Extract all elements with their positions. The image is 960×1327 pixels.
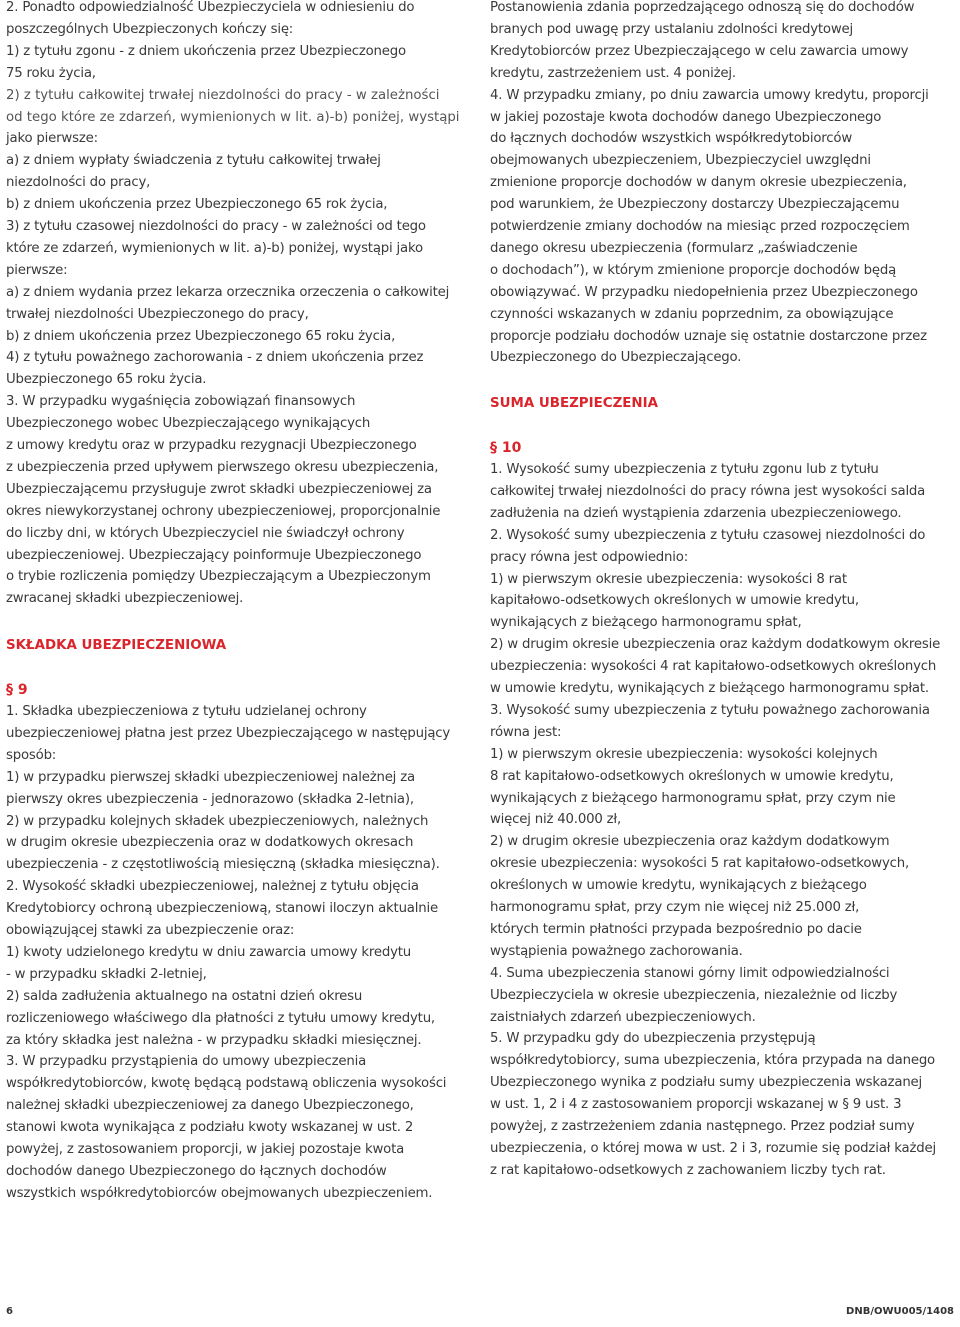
document-code: DNB/OWU005/1408 bbox=[846, 1306, 954, 1317]
paragraph-line: pod warunkiem, że Ubezpieczony dostarczy Ubezpieczającemu bbox=[490, 197, 900, 212]
paragraph-line: b) z dniem ukończenia przez Ubezpieczonego 65 roku życia, bbox=[6, 329, 396, 344]
paragraph-line: Postanowienia zdania poprzedzającego odnoszą się do dochodów bbox=[490, 0, 915, 15]
paragraph-line: 3) z tytułu czasowej niezdolności do pracy - w zależności od tego bbox=[6, 219, 426, 234]
paragraph-line: kredytu, zastrzeżeniem ust. 4 poniżej. bbox=[490, 66, 736, 81]
paragraph-line: zwracanej składki ubezpieczeniowej. bbox=[6, 591, 244, 606]
paragraph-line: ubezpieczenia, o której mowa w ust. 2 i 3, rozumie się podział każdej bbox=[490, 1141, 936, 1156]
paragraph-line: sposób: bbox=[6, 748, 57, 763]
section-number: § 10 bbox=[490, 440, 522, 456]
paragraph-line: 2) z tytułu całkowitej trwałej niezdolności do pracy - w zależności bbox=[6, 88, 440, 103]
paragraph-line: Ubezpieczonego do Ubezpieczającego. bbox=[490, 350, 742, 365]
paragraph-line: stanowi kwota wynikająca z podziału kwoty wskazanej w ust. 2 bbox=[6, 1120, 414, 1135]
paragraph-line: Ubezpieczyciela w okresie ubezpieczenia, niezależnie od liczby bbox=[490, 988, 898, 1003]
paragraph-line: wystąpienia poważnego zachorowania. bbox=[490, 944, 743, 959]
paragraph-line: okresie ubezpieczenia: wysokości 5 rat kapitałowo-odsetkowych, bbox=[490, 856, 909, 871]
paragraph-line: z ubezpieczenia przed upływem pierwszego okresu ubezpieczenia, bbox=[6, 460, 439, 475]
paragraph-line: branych pod uwagę przy ustalaniu zdolności kredytowej bbox=[490, 22, 854, 37]
paragraph-line: poszczególnych Ubezpieczonych kończy się: bbox=[6, 22, 294, 37]
paragraph-line: ubezpieczeniowej. Ubezpieczający poinformuje Ubezpieczonego bbox=[6, 548, 422, 563]
section-heading: SKŁADKA UBEZPIECZENIOWA bbox=[6, 638, 227, 653]
paragraph-line: czynności wskazanych w zdaniu poprzednim, za obowiązujące bbox=[490, 307, 894, 322]
paragraph-line: kapitałowo-odsetkowych określonych w umowie kredytu, bbox=[490, 593, 859, 608]
paragraph-line: z umowy kredytu oraz w przypadku rezygnacji Ubezpieczonego bbox=[6, 438, 417, 453]
paragraph-line: powyżej, z zastosowaniem proporcji, w jakiej pozostaje kwota bbox=[6, 1142, 405, 1157]
paragraph-line: całkowitej trwałej niezdolności do pracy równa jest wysokości salda bbox=[490, 484, 926, 499]
paragraph-line: 1) z tytułu zgonu - z dniem ukończenia przez Ubezpieczonego bbox=[6, 44, 406, 59]
paragraph-line: 5. W przypadku gdy do ubezpieczenia przystępują bbox=[490, 1031, 816, 1046]
paragraph-line: za który składka jest należna - w przypadku składki miesięcznej. bbox=[6, 1033, 422, 1048]
paragraph-line: jako pierwsze: bbox=[6, 131, 98, 146]
paragraph-line: ubezpieczeniowej płatna jest przez Ubezpieczającego w następujący bbox=[6, 726, 451, 741]
paragraph-line: równa jest: bbox=[490, 725, 562, 740]
paragraph-line: Kredytobiorcy ochroną ubezpieczeniową, stanowi iloczyn aktualnie bbox=[6, 901, 438, 916]
paragraph-line: 1) w pierwszym okresie ubezpieczenia: wysokości 8 rat bbox=[490, 572, 847, 587]
paragraph-line: 1) w przypadku pierwszej składki ubezpieczeniowej należnej za bbox=[6, 770, 415, 785]
paragraph-line: pierwsze: bbox=[6, 263, 68, 278]
paragraph-line: b) z dniem ukończenia przez Ubezpieczonego 65 rok życia, bbox=[6, 197, 388, 212]
paragraph-line: 4. W przypadku zmiany, po dniu zawarcia umowy kredytu, proporcji bbox=[490, 88, 929, 103]
paragraph-line: do liczby dni, w których Ubezpieczyciel nie świadczył ochrony bbox=[6, 526, 405, 541]
paragraph-line: pracy równa jest odpowiednio: bbox=[490, 550, 688, 565]
paragraph-line: Ubezpieczającemu przysługuje zwrot składki ubezpieczeniowej za bbox=[6, 482, 432, 497]
paragraph-line: 2. Wysokość składki ubezpieczeniowej, należnej z tytułu objęcia bbox=[6, 879, 419, 894]
paragraph-line: w umowie kredytu, wynikających z bieżącego harmonogramu spłat. bbox=[490, 681, 929, 696]
paragraph-line: z rat kapitałowo-odsetkowych z zachowaniem liczby tych rat. bbox=[490, 1163, 886, 1178]
paragraph-line: dochodów danego Ubezpieczonego do łącznych dochodów bbox=[6, 1164, 387, 1179]
paragraph-line: trwałej niezdolności Ubezpieczonego do pracy, bbox=[6, 307, 309, 322]
paragraph-line: wszystkich współkredytobiorców obejmowanych ubezpieczeniem. bbox=[6, 1186, 433, 1201]
paragraph-line: 3. Wysokość sumy ubezpieczenia z tytułu poważnego zachorowania bbox=[490, 703, 930, 718]
paragraph-line: 8 rat kapitałowo-odsetkowych określonych w umowie kredytu, bbox=[490, 769, 894, 784]
paragraph-line: a) z dniem wypłaty świadczenia z tytułu całkowitej trwałej bbox=[6, 153, 381, 168]
paragraph-line: ubezpieczenia: wysokości 4 rat kapitałowo-odsetkowych określonych bbox=[490, 659, 937, 674]
paragraph-line: 2) w przypadku kolejnych składek ubezpieczeniowych, należnych bbox=[6, 814, 429, 829]
paragraph-line: obowiązującej stawki za ubezpieczenie oraz: bbox=[6, 923, 295, 938]
paragraph-line: o dochodach”), w którym zmienione proporcje dochodów będą bbox=[490, 263, 897, 278]
paragraph-line: ubezpieczenia - z częstotliwością miesięczną (składka miesięczna). bbox=[6, 857, 440, 872]
paragraph-line: niezdolności do pracy, bbox=[6, 175, 151, 190]
paragraph-line: 2. Wysokość sumy ubezpieczenia z tytułu czasowej niezdolności do bbox=[490, 528, 926, 543]
section-heading: SUMA UBEZPIECZENIA bbox=[490, 396, 658, 411]
paragraph-line: w drugim okresie ubezpieczenia oraz w dodatkowych okresach bbox=[6, 835, 414, 850]
paragraph-line: do łącznych dochodów wszystkich współkredytobiorców bbox=[490, 131, 852, 146]
paragraph-line: więcej niż 40.000 zł, bbox=[490, 812, 622, 827]
paragraph-line: okres niewykorzystanej ochrony ubezpieczeniowej, proporcjonalnie bbox=[6, 504, 441, 519]
paragraph-line: od tego które ze zdarzeń, wymienionych w lit. a)-b) poniżej, wystąpi bbox=[6, 110, 460, 125]
paragraph-line: Kredytobiorców przez Ubezpieczającego w celu zawarcia umowy bbox=[490, 44, 909, 59]
paragraph-line: 1. Składka ubezpieczeniowa z tytułu udzielanej ochrony bbox=[6, 704, 367, 719]
paragraph-line: których termin płatności przypada bezpośrednio po dacie bbox=[490, 922, 862, 937]
paragraph-line: zadłużenia na dzień wystąpienia zdarzenia ubezpieczeniowego. bbox=[490, 506, 902, 521]
paragraph-line: które ze zdarzeń, wymienionych w lit. a)-b) poniżej, wystąpi jako bbox=[6, 241, 423, 256]
paragraph-line: 1) w pierwszym okresie ubezpieczenia: wysokości kolejnych bbox=[490, 747, 878, 762]
paragraph-line: proporcje podziału dochodów uznaje się ostatnie dostarczone przez bbox=[490, 329, 927, 344]
paragraph-line: 2) w drugim okresie ubezpieczenia oraz każdym dodatkowym okresie bbox=[490, 637, 941, 652]
paragraph-line: w ust. 1, 2 i 4 z zastosowaniem proporcji wskazanej w § 9 ust. 3 bbox=[490, 1097, 902, 1112]
paragraph-line: harmonogramu spłat, przy czym nie więcej niż 25.000 zł, bbox=[490, 900, 860, 915]
paragraph-line: 4. Suma ubezpieczenia stanowi górny limit odpowiedzialności bbox=[490, 966, 890, 981]
paragraph-line: współkredytobiorców, kwotę będącą podstawą obliczenia wysokości bbox=[6, 1076, 447, 1091]
paragraph-line: określonych w umowie kredytu, wynikających z bieżącego bbox=[490, 878, 867, 893]
paragraph-line: Ubezpieczonego wobec Ubezpieczającego wynikających bbox=[6, 416, 371, 431]
paragraph-line: powyżej, z zastrzeżeniem zdania następnego. Przez podział sumy bbox=[490, 1119, 915, 1134]
paragraph-line: 2) salda zadłużenia aktualnego na ostatni dzień okresu bbox=[6, 989, 363, 1004]
paragraph-line: o trybie rozliczenia pomiędzy Ubezpieczającym a Ubezpieczonym bbox=[6, 569, 431, 584]
paragraph-line: zaistniałych zdarzeń ubezpieczeniowych. bbox=[490, 1010, 756, 1025]
paragraph-line: 3. W przypadku wygaśnięcia zobowiązań finansowych bbox=[6, 394, 356, 409]
paragraph-line: współkredytobiorcy, suma ubezpieczenia, która przypada na danego bbox=[490, 1053, 935, 1068]
paragraph-line: należnej składki ubezpieczeniowej za danego Ubezpieczonego, bbox=[6, 1098, 414, 1113]
paragraph-line: 1) kwoty udzielonego kredytu w dniu zawarcia umowy kredytu bbox=[6, 945, 412, 960]
paragraph-line: 1. Wysokość sumy ubezpieczenia z tytułu zgonu lub z tytułu bbox=[490, 462, 879, 477]
paragraph-line: zmienione proporcje dochodów w danym okresie ubezpieczenia, bbox=[490, 175, 907, 190]
paragraph-line: wynikających z bieżącego harmonogramu spłat, przy czym nie bbox=[490, 791, 896, 806]
paragraph-line: 75 roku życia, bbox=[6, 66, 96, 81]
paragraph-line: wynikających z bieżącego harmonogramu spłat, bbox=[490, 615, 802, 630]
paragraph-line: - w przypadku składki 2-letniej, bbox=[6, 967, 207, 982]
paragraph-line: a) z dniem wydania przez lekarza orzecznika orzeczenia o całkowitej bbox=[6, 285, 450, 300]
paragraph-line: rozliczeniowego właściwego dla płatności z tytułu umowy kredytu, bbox=[6, 1011, 435, 1026]
paragraph-line: Ubezpieczonego wynika z podziału sumy ubezpieczenia wskazanej bbox=[490, 1075, 923, 1090]
paragraph-line: 2) w drugim okresie ubezpieczenia oraz każdym dodatkowym bbox=[490, 834, 890, 849]
page-number: 6 bbox=[6, 1306, 13, 1317]
paragraph-line: 3. W przypadku przystąpienia do umowy ubezpieczenia bbox=[6, 1054, 367, 1069]
paragraph-line: pierwszy okres ubezpieczenia - jednorazowo (składka 2-letnia), bbox=[6, 792, 414, 807]
paragraph-line: w jakiej pozostaje kwota dochodów danego Ubezpieczonego bbox=[490, 110, 882, 125]
paragraph-line: danego okresu ubezpieczenia (formularz „zaświadczenie bbox=[490, 241, 858, 256]
paragraph-line: obejmowanych ubezpieczeniem, Ubezpieczyciel uwzględni bbox=[490, 153, 871, 168]
paragraph-line: 4) z tytułu poważnego zachorowania - z dniem ukończenia przez bbox=[6, 350, 424, 365]
paragraph-line: Ubezpieczonego 65 roku życia. bbox=[6, 372, 207, 387]
paragraph-line: obowiązywać. W przypadku niedopełnienia przez Ubezpieczonego bbox=[490, 285, 918, 300]
paragraph-line: potwierdzenie zmiany dochodów na miesiąc przed rozpoczęciem bbox=[490, 219, 910, 234]
section-number: § 9 bbox=[6, 682, 28, 698]
paragraph-line: 2. Ponadto odpowiedzialność Ubezpieczyciela w odniesieniu do bbox=[6, 0, 415, 15]
